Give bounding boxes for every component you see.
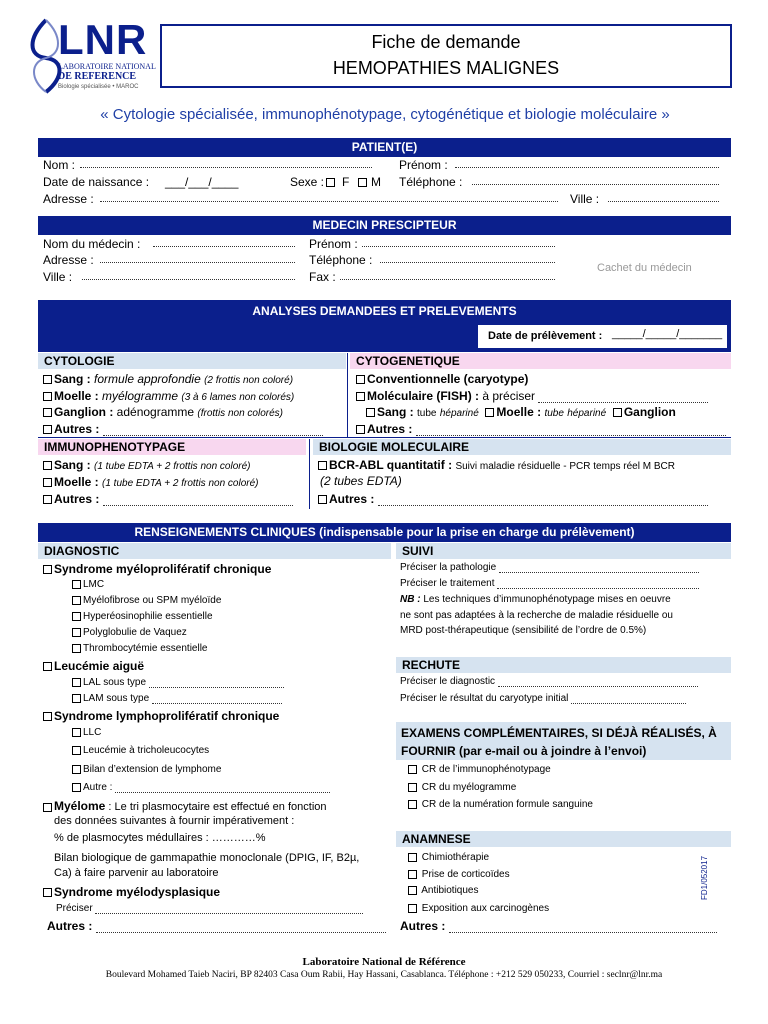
cachet-label: Cachet du médecin	[597, 262, 692, 274]
suivi-traitement	[400, 578, 699, 589]
patient-adresse-label: Adresse :	[43, 192, 94, 206]
cytogen-mol-field[interactable]	[538, 393, 708, 403]
cytogen-autres-field[interactable]	[416, 426, 726, 436]
examens-header2: FOURNIR (par e-mail ou à joindre à l’envoi)	[401, 744, 647, 758]
diag-preciser	[56, 903, 363, 914]
diagnostic-header: DIAGNOSTIC	[38, 543, 391, 559]
cytogen-moelle-hep: hépariné	[567, 408, 607, 419]
rechute-diag-field[interactable]	[498, 677, 698, 687]
cytogen-mol[interactable]	[356, 389, 708, 403]
cytologie-header: CYTOLOGIE	[38, 353, 346, 369]
diag-myelofibrose-label: Myélofibrose ou SPM myéloïde	[83, 595, 222, 606]
immuno-moelle-note: (1 tube EDTA + 2 frottis non coloré)	[102, 478, 259, 489]
diag-autres-field[interactable]	[96, 923, 386, 933]
renseignements-header: RENSEIGNEMENTS CLINIQUES (indispensable pour la prise en charge du prélèvement)	[38, 523, 731, 542]
anamnese-chimio-checkbox[interactable]	[408, 853, 417, 862]
suivi-traitement-field[interactable]	[497, 579, 699, 589]
logo-line3: Biologie spécialisée • MAROC	[58, 84, 139, 90]
cytogen-mol-label: Moléculaire (FISH) :	[367, 389, 480, 403]
patient-dob-field[interactable]: ___/___/____	[165, 175, 239, 189]
anamnese-exposition-label: Exposition aux carcinogènes	[421, 903, 550, 914]
diag-polyglobulie-checkbox[interactable]	[72, 628, 81, 637]
sex-f-label: F	[342, 175, 350, 189]
logo-line1: LABORATOIRE NATIONAL	[58, 62, 156, 71]
diag-lmc[interactable]	[72, 579, 104, 590]
examens-header1: EXAMENS COMPLÉMENTAIRES, SI DÉJÀ RÉALISÉS, À	[401, 726, 717, 740]
medecin-nom-field[interactable]	[153, 237, 295, 247]
cytogen-conv-checkbox[interactable]	[356, 375, 365, 384]
analyses-divider-v2	[309, 439, 310, 509]
title-line1: Fiche de demande	[371, 32, 521, 52]
diag-autres-label: Autres :	[47, 919, 93, 933]
patient-ville-label: Ville :	[570, 192, 600, 206]
suivi-header: SUIVI	[396, 543, 731, 559]
diag-thrombo-label: Thrombocytémie essentielle	[83, 643, 208, 654]
sex-m-label: M	[371, 175, 381, 189]
diag-autre-label: Autre :	[83, 782, 113, 793]
medecin-header: MEDECIN PRESCIPTEUR	[38, 216, 731, 235]
suivi-pathologie	[400, 562, 699, 573]
suivi-nb-label: NB :	[400, 594, 421, 605]
diag-hyper-label: Hyperéosinophilie essentielle	[83, 611, 213, 622]
diag-polyglobulie-label: Polyglobulie de Vaquez	[83, 627, 187, 638]
sex-m-checkbox[interactable]	[358, 178, 367, 187]
diag-slp-label: Syndrome lymphoprolifératif chronique	[54, 709, 280, 723]
diag-thrombo[interactable]	[72, 643, 208, 654]
footer-line2: Boulevard Mohamed Taieb Naciri, BP 82403 Casa Oum Rabii, Hay Hassani, Casablanca. Téléphone : +212 529 050233, Courriel : seclnr@lnr.ma	[105, 970, 663, 980]
diag-smd-label: Syndrome myélodysplasique	[54, 885, 221, 899]
biomol-bcr-label: BCR-ABL quantitatif :	[329, 458, 453, 472]
diag-smd-checkbox[interactable]	[43, 888, 52, 897]
subtitle: « Cytologie spécialisée, immunophénotypage, cytogénétique et biologie moléculaire »	[100, 106, 670, 123]
immuno-moelle-label: Moelle :	[54, 475, 99, 489]
diag-bilan-bio2: Ca) à faire parvenir au laboratoire	[54, 867, 219, 879]
medecin-fax-label: Fax :	[309, 270, 336, 284]
immuno-moelle-checkbox[interactable]	[43, 478, 52, 487]
cytogen-sang-checkbox[interactable]	[366, 408, 375, 417]
logo	[26, 18, 156, 96]
examens-cr2-checkbox[interactable]	[408, 783, 417, 792]
suivi-pathologie-field[interactable]	[499, 563, 699, 573]
immuno-header: IMMUNOPHENOTYPAGE	[38, 439, 306, 455]
biomol-autres-label: Autres :	[329, 492, 375, 506]
immuno-autres-label: Autres :	[54, 492, 100, 506]
anamnese-autres-label: Autres :	[400, 919, 446, 933]
diag-lam-field[interactable]	[152, 694, 282, 704]
suivi-nb1-text: Les techniques d’immunophénotypage mises en oeuvre	[423, 594, 671, 605]
cyto-sang-note: (2 frottis non coloré)	[204, 375, 294, 386]
diag-lmc-checkbox[interactable]	[72, 580, 81, 589]
anamnese-cortico-label: Prise de corticoïdes	[421, 869, 510, 880]
examens-cr2-label: CR du myélogramme	[421, 782, 517, 793]
patient-header: PATIENT(E)	[38, 138, 731, 157]
analyses-divider-v1	[347, 353, 348, 438]
title-line2: HEMOPATHIES MALIGNES	[332, 58, 560, 78]
diag-slp[interactable]	[43, 709, 279, 723]
examens-cr1[interactable]	[408, 764, 551, 775]
date-prelevement-label: Date de prélèvement :	[488, 330, 603, 342]
anamnese-exposition[interactable]	[408, 903, 549, 914]
diag-myelofibrose-checkbox[interactable]	[72, 596, 81, 605]
cyto-moelle-label: Moelle :	[54, 389, 99, 403]
biomol-autres-field[interactable]	[378, 496, 708, 506]
medecin-ville-label: Ville :	[43, 270, 73, 284]
suivi-nb2: ne sont pas adaptées à la recherche de maladie résiduelle ou	[400, 610, 673, 621]
anamnese-antibio[interactable]	[408, 885, 479, 896]
patient-dob-label: Date de naissance :	[43, 175, 150, 189]
medecin-telephone-label: Téléphone :	[309, 253, 373, 267]
examens-cr1-checkbox[interactable]	[408, 765, 417, 774]
medecin-ville-field[interactable]	[82, 270, 295, 280]
diag-hyper-checkbox[interactable]	[72, 612, 81, 621]
analyses-divider-h	[38, 437, 731, 438]
diag-tricho[interactable]	[72, 745, 209, 756]
medecin-prenom-field[interactable]	[362, 237, 555, 247]
diag-myelome-label: Myélome	[54, 799, 106, 813]
patient-sexe-label: Sexe :	[290, 175, 325, 189]
immuno-sang-label: Sang :	[54, 458, 91, 472]
patient-adresse-field[interactable]	[100, 192, 558, 202]
diag-plasmo-label: % de plasmocytes médullaires :	[54, 832, 209, 844]
immuno-sang[interactable]	[43, 458, 250, 472]
examens-cr1-label: CR de l’immunophénotypage	[421, 764, 551, 775]
anamnese-header: ANAMNESE	[396, 831, 731, 847]
immuno-autres[interactable]	[43, 492, 293, 506]
cytogen-mol-text: à préciser	[482, 389, 536, 403]
patient-ville-field[interactable]	[608, 192, 719, 202]
cytogen-autres-checkbox[interactable]	[356, 425, 365, 434]
patient-nom-label: Nom :	[43, 158, 76, 172]
diag-lam-label: LAM sous type	[83, 693, 150, 704]
diag-smp-checkbox[interactable]	[43, 565, 52, 574]
medecin-adresse-field[interactable]	[100, 253, 295, 263]
medecin-telephone-field[interactable]	[380, 253, 555, 263]
cytogen-samples	[366, 405, 676, 419]
logo-line2: DE REFERENCE	[58, 71, 137, 82]
diag-tricho-checkbox[interactable]	[72, 746, 81, 755]
diag-llc[interactable]	[72, 727, 101, 738]
patient-telephone-label: Téléphone :	[399, 175, 463, 189]
cyto-autres-label: Autres :	[54, 422, 100, 436]
anamnese-antibio-checkbox[interactable]	[408, 886, 417, 895]
diag-bilan-checkbox[interactable]	[72, 765, 81, 774]
biomol-autres-checkbox[interactable]	[318, 495, 327, 504]
diag-autre[interactable]	[72, 782, 330, 793]
anamnese-cortico-checkbox[interactable]	[408, 870, 417, 879]
diag-bilan[interactable]	[72, 764, 221, 775]
anamnese-exposition-checkbox[interactable]	[408, 904, 417, 913]
logo-letters: LNR	[58, 16, 148, 63]
medecin-adresse-label: Adresse :	[43, 253, 94, 267]
diag-slp-checkbox[interactable]	[43, 712, 52, 721]
diag-llc-label: LLC	[83, 727, 102, 738]
cytogen-moelle-checkbox[interactable]	[485, 408, 494, 417]
cyto-ganglion-label: Ganglion :	[54, 405, 114, 419]
diag-thrombo-checkbox[interactable]	[72, 644, 81, 653]
diag-llc-checkbox[interactable]	[72, 728, 81, 737]
suivi-nb3: MRD post-thérapeutique (sensibilité de l’ordre de 0.5%)	[400, 625, 647, 636]
suivi-pathologie-label: Préciser la pathologie	[400, 562, 497, 573]
analyses-header: ANALYSES DEMANDEES ET PRELEVEMENTS	[252, 304, 517, 318]
patient-prenom-label: Prénom :	[399, 158, 448, 172]
diag-autre-field[interactable]	[115, 783, 330, 793]
diag-myelome[interactable]	[43, 799, 327, 813]
diag-polyglobulie[interactable]	[72, 627, 187, 638]
diag-lal-field[interactable]	[149, 678, 284, 688]
footer-line1: Laboratoire National de Référence	[302, 956, 466, 968]
medecin-nom-label: Nom du médecin :	[43, 237, 141, 251]
biomol-bcr-checkbox[interactable]	[318, 461, 327, 470]
anamnese-chimio[interactable]	[408, 852, 489, 863]
diag-tricho-label: Leucémie à tricholeucocytes	[83, 745, 210, 756]
immuno-sang-note: (1 tube EDTA + 2 frottis non coloré)	[94, 461, 251, 472]
diag-preciser-label: Préciser	[56, 903, 93, 914]
anamnese-chimio-label: Chimiothérapie	[421, 852, 490, 863]
cytogen-ganglion-label: Ganglion	[623, 405, 676, 419]
cyto-sang-label: Sang :	[54, 372, 91, 386]
side-code: FD1/052017	[700, 855, 709, 900]
cytogen-moelle-label: Moelle :	[496, 405, 542, 419]
diag-smp-label: Syndrome myéloprolifératif chronique	[54, 562, 272, 576]
cyto-sang-checkbox[interactable]	[43, 375, 52, 384]
cytogenetique-header: CYTOGENETIQUE	[350, 353, 731, 369]
cytogen-autres-label: Autres :	[367, 422, 413, 436]
anamnese-antibio-label: Antibiotiques	[421, 885, 479, 896]
cyto-ganglion-checkbox[interactable]	[43, 408, 52, 417]
sex-f-checkbox[interactable]	[326, 178, 335, 187]
examens-cr3[interactable]	[408, 799, 593, 810]
biomol-autres[interactable]	[318, 492, 708, 506]
diag-smp[interactable]	[43, 562, 271, 576]
medecin-fax-field[interactable]	[340, 270, 555, 280]
immuno-autres-checkbox[interactable]	[43, 495, 52, 504]
date-prelevement-field[interactable]: _____/_____/_______	[612, 328, 723, 340]
diag-myelome-text: : Le tri plasmocytaire est effectué en fonction	[108, 801, 327, 813]
diag-lal-checkbox[interactable]	[72, 678, 81, 687]
cyto-moelle-text: myélogramme	[102, 389, 179, 403]
rechute-caryo	[400, 693, 686, 704]
cyto-ganglion-note: (frottis non colorés)	[197, 408, 283, 419]
diag-autre-checkbox[interactable]	[72, 783, 81, 792]
cytogen-moelle-tube: tube	[544, 408, 564, 419]
immuno-sang-checkbox[interactable]	[43, 461, 52, 470]
diag-bilan-label: Bilan d’extension de lymphome	[83, 764, 222, 775]
cytogen-autres[interactable]	[356, 422, 726, 436]
anamnese-autres	[400, 919, 717, 933]
patient-prenom-field[interactable]	[455, 158, 719, 168]
immuno-moelle[interactable]	[43, 475, 258, 489]
suivi-nb1	[400, 594, 671, 605]
patient-telephone-field[interactable]	[472, 175, 719, 185]
examens-cr3-checkbox[interactable]	[408, 800, 417, 809]
biomol-bcr-note: (2 tubes EDTA)	[320, 474, 402, 488]
medecin-prenom-label: Prénom :	[309, 237, 358, 251]
cytogen-sang-tube: tube	[417, 408, 437, 419]
anamnese-cortico[interactable]	[408, 869, 510, 880]
diag-myelome-checkbox[interactable]	[43, 803, 52, 812]
cytogen-conv-label: Conventionnelle (caryotype)	[367, 372, 529, 386]
rechute-diag	[400, 676, 698, 687]
cyto-moelle[interactable]	[43, 389, 294, 403]
cyto-sang-text: formule approfondie	[94, 372, 201, 386]
cyto-autres-field[interactable]	[103, 426, 323, 436]
cytogen-sang-hep: hépariné	[439, 408, 479, 419]
cyto-autres[interactable]	[43, 422, 323, 436]
patient-nom-field[interactable]	[80, 158, 372, 168]
cyto-sang[interactable]	[43, 372, 293, 386]
diag-lal-label: LAL sous type	[83, 677, 147, 688]
examens-cr3-label: CR de la numération formule sanguine	[421, 799, 593, 810]
cyto-moelle-note: (3 à 6 lames non colorés)	[181, 392, 295, 403]
anamnese-autres-field[interactable]	[449, 923, 717, 933]
cyto-moelle-checkbox[interactable]	[43, 392, 52, 401]
diag-lal[interactable]	[72, 677, 284, 688]
biomol-bcr-text: Suivi maladie résiduelle - PCR temps réel M BCR	[455, 461, 675, 472]
diag-lmc-label: LMC	[83, 579, 105, 590]
rechute-header: RECHUTE	[396, 657, 731, 673]
diag-lam-checkbox[interactable]	[72, 694, 81, 703]
diag-leucemie[interactable]	[43, 659, 144, 673]
cyto-ganglion-text: adénogramme	[116, 405, 195, 419]
examens-cr2[interactable]	[408, 782, 516, 793]
diag-plasmo	[54, 832, 266, 844]
diag-myelofibrose[interactable]	[72, 595, 221, 606]
diag-leucemie-checkbox[interactable]	[43, 662, 52, 671]
cytogen-conv[interactable]	[356, 372, 528, 386]
suivi-traitement-label: Préciser le traitement	[400, 578, 495, 589]
rechute-diag-label: Préciser le diagnostic	[400, 676, 496, 687]
diag-myelome-text2: des données suivantes à fournir impérativement :	[54, 815, 295, 827]
biomol-bcr[interactable]	[318, 458, 675, 472]
diag-hyper[interactable]	[72, 611, 213, 622]
cytogen-sang-label: Sang :	[377, 405, 414, 419]
rechute-caryo-field[interactable]	[571, 694, 686, 704]
rechute-caryo-label: Préciser le résultat du caryotype initial	[400, 693, 569, 704]
immuno-autres-field[interactable]	[103, 496, 293, 506]
diag-autres	[47, 919, 386, 933]
cyto-autres-checkbox[interactable]	[43, 425, 52, 434]
diag-plasmo-field[interactable]: …………%	[211, 832, 266, 844]
cytogen-ganglion-checkbox[interactable]	[613, 408, 622, 417]
diag-smd[interactable]	[43, 885, 220, 899]
cytogen-mol-checkbox[interactable]	[356, 392, 365, 401]
diag-lam[interactable]	[72, 693, 282, 704]
diag-leucemie-label: Leucémie aiguë	[54, 659, 145, 673]
biomol-header: BIOLOGIE MOLECULAIRE	[313, 439, 731, 455]
diag-preciser-field[interactable]	[95, 904, 363, 914]
cyto-ganglion[interactable]	[43, 405, 283, 419]
diag-bilan-bio1: Bilan biologique de gammapathie monoclonale (DPIG, IF, B2µ,	[54, 852, 360, 864]
